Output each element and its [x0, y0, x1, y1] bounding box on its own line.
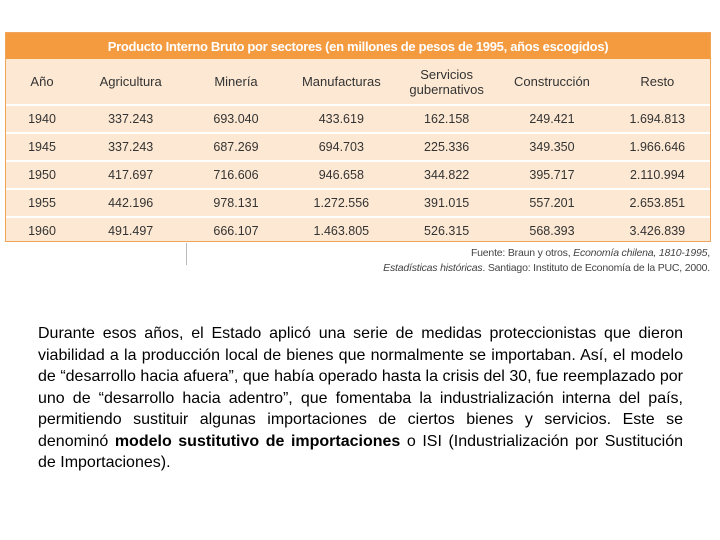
cell-year: 1940	[6, 105, 78, 133]
source-title-1: Economía chilena, 1810-1995	[573, 247, 708, 259]
table-header-row	[6, 59, 710, 105]
cell-manufacturas: 1.272.556	[289, 189, 394, 217]
cell-year: 1950	[6, 161, 78, 189]
table-title: Producto Interno Bruto por sectores (en millones de pesos de 1995, años escogidos)	[6, 33, 710, 59]
header-agricultura: Agricultura	[78, 59, 183, 105]
table-source	[383, 246, 710, 276]
cell-servicios: 344.822	[394, 161, 499, 189]
cell-agricultura: 417.697	[78, 161, 183, 189]
paragraph-part-2: o ISI (Industrialización por Sustitución de Importaciones).	[38, 432, 683, 471]
header-year: Año	[6, 59, 78, 105]
cell-agricultura: 442.196	[78, 189, 183, 217]
gdp-table-panel	[5, 32, 711, 242]
header-servicios: Servicios gubernativos	[394, 59, 499, 105]
cell-agricultura: 491.497	[108, 224, 154, 238]
gdp-table	[6, 59, 710, 244]
cell-resto: 2.653.851	[605, 189, 710, 217]
cell-manufacturas: 946.658	[289, 161, 394, 189]
cell-year: 1945	[6, 133, 78, 161]
source-sep: ,	[707, 247, 710, 259]
cell-mineria: 666.107	[213, 224, 259, 238]
header-manufacturas: Manufacturas	[289, 59, 394, 105]
cell-construccion: 349.350	[499, 133, 604, 161]
cell-manufacturas: 433.619	[289, 105, 394, 133]
cell-servicios: 225.336	[394, 133, 499, 161]
cell-resto: 1.694.813	[605, 105, 710, 133]
cell-servicios: 162.158	[394, 105, 499, 133]
cell-year: 1960	[28, 224, 56, 238]
paragraph-bold-term: modelo sustitutivo de importaciones	[114, 432, 401, 450]
cell-servicios: 391.015	[394, 189, 499, 217]
table-row	[6, 189, 710, 217]
table-row	[6, 217, 710, 244]
cell-servicios: 526.315	[424, 224, 470, 238]
body-paragraph	[38, 323, 683, 474]
cell-year: 1955	[6, 189, 78, 217]
source-prefix: Fuente: Braun y otros,	[470, 247, 574, 259]
table-row	[6, 105, 710, 133]
header-mineria: Minería	[183, 59, 288, 105]
table-row	[6, 133, 710, 161]
divider-line	[186, 243, 187, 265]
paragraph-part-1: Durante esos años, el Estado aplicó una serie de medidas proteccionistas que dieron viabilidad a la producción local de bienes que normalmente se importaban. Así, el modelo de “desarrollo hacia afuera”, que había operado hasta la crisis del 30, fue reemplazado por uno de “desarrollo hacia adentro”, que fomentaba la industrialización interna del país, permitiendo sustituir algunas importaciones de ciertos bienes y servicios. Este se denominó	[38, 325, 683, 450]
cell-construccion: 395.717	[499, 161, 604, 189]
source-title-2: Estadísticas históricas	[383, 262, 483, 274]
cell-construccion: 557.201	[499, 189, 604, 217]
cell-resto: 3.426.839	[629, 224, 686, 238]
cell-manufacturas: 694.703	[289, 133, 394, 161]
cell-resto: 1.966.646	[605, 133, 710, 161]
cell-resto: 2.110.994	[605, 161, 710, 189]
cell-agricultura: 337.243	[78, 133, 183, 161]
cell-agricultura: 337.243	[78, 105, 183, 133]
cell-construccion: 249.421	[499, 105, 604, 133]
cell-mineria: 716.606	[183, 161, 288, 189]
source-suffix: . Santiago: Instituto de Economía de la PUC, 2000.	[482, 262, 710, 274]
table-row	[6, 161, 710, 189]
cell-mineria: 693.040	[183, 105, 288, 133]
cell-construccion: 568.393	[529, 224, 575, 238]
header-construccion: Construcción	[499, 59, 604, 105]
cell-mineria: 687.269	[183, 133, 288, 161]
cell-mineria: 978.131	[183, 189, 288, 217]
cell-manufacturas: 1.463.805	[313, 224, 370, 238]
header-resto: Resto	[605, 59, 710, 105]
